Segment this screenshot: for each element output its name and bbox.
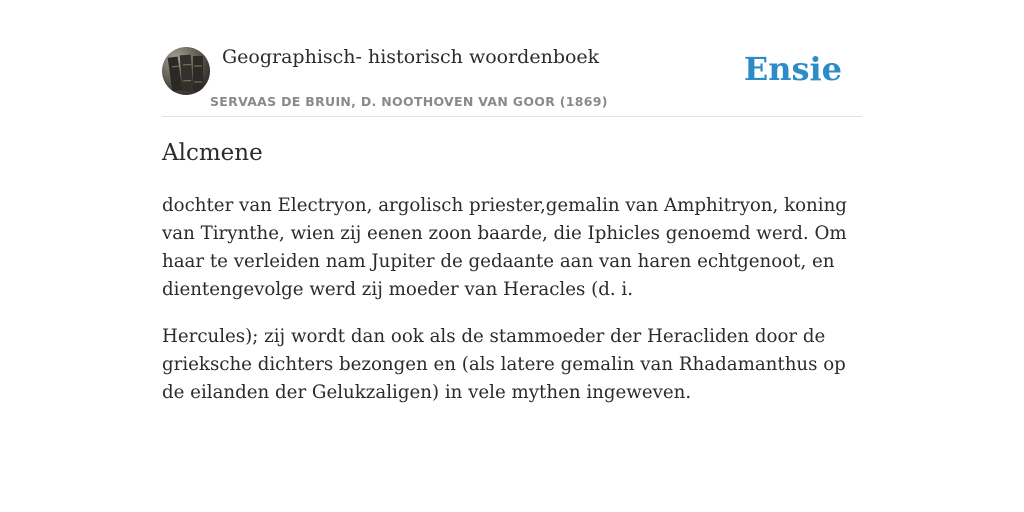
book-header xyxy=(162,44,862,117)
book-authors: SERVAAS DE BRUIN, D. NOOTHOVEN VAN GOOR (1869) xyxy=(210,94,608,109)
entry-title: Alcmene xyxy=(162,140,263,166)
book-title[interactable]: Geographisch- historisch woordenboek xyxy=(222,46,600,68)
ensie-logo[interactable]: Ensie xyxy=(743,50,842,88)
entry-paragraph: dochter van Electryon, argolisch priester,gemalin van Amphitryon, koning van Tirynthe, wien zij eenen zoon baarde, die Iphicles genoemd werd. Om haar te verleiden nam Jupiter de gedaante aan van haren echtgenoot, en dientengevolge werd zij moeder van Heracles (d. i. xyxy=(162,195,847,300)
entry-paragraph: Hercules); zij wordt dan ook als de stammoeder der Heracliden door de grieksche dichters bezongen en (als latere gemalin van Rhadamanthus op de eilanden der Gelukzaligen) in vele mythen ingeweven. xyxy=(162,326,846,403)
book-cover-icon[interactable] xyxy=(162,47,210,95)
